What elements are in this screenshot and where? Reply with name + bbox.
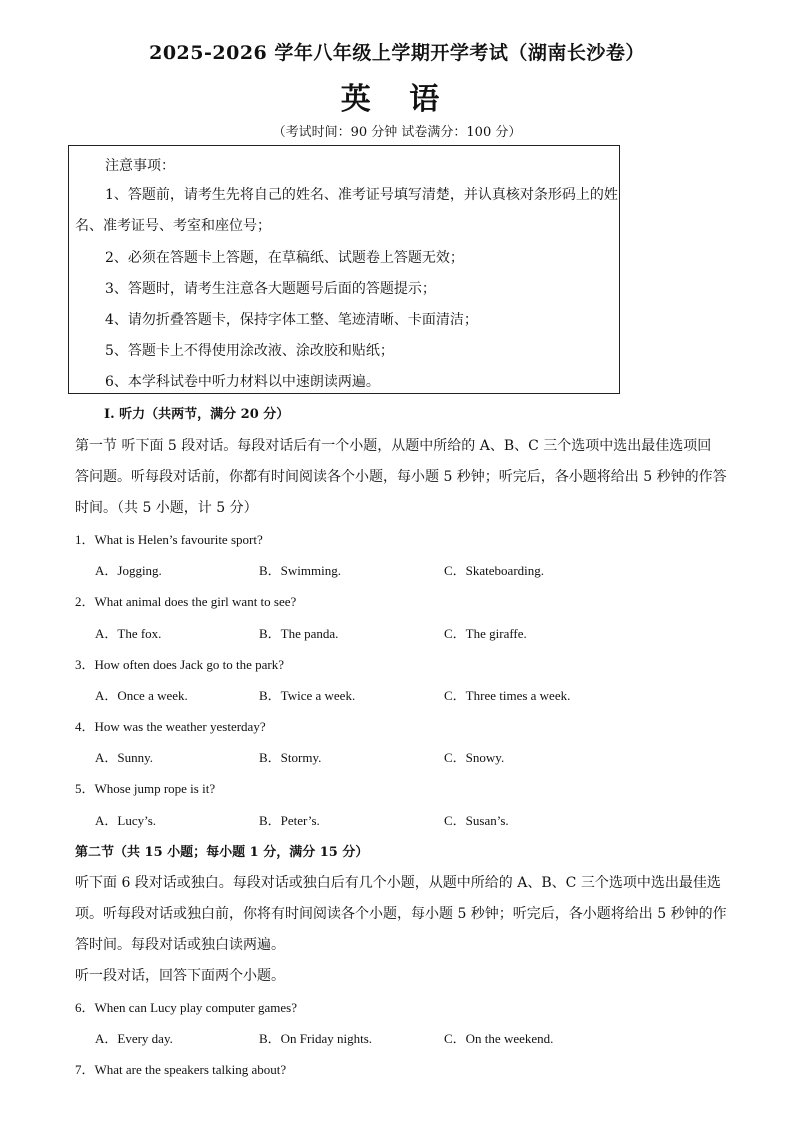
question-2: 2．What animal does the girl want to see? — [75, 594, 297, 609]
option-c: C．Snowy. — [444, 750, 505, 765]
question-3: 3．How often does Jack go to the park? — [75, 657, 285, 672]
part1-heading: I. 听力（共两节，满分 20 分） — [104, 407, 290, 422]
notice-line: 5、答题卡上不得使用涂改液、涂改胶和贴纸； — [105, 343, 394, 359]
option-c: C．The giraffe. — [444, 626, 527, 641]
question-6: 6．When can Lucy play computer games? — [75, 1000, 297, 1015]
notice-line: 2、必须在答题卡上答题，在草稿纸、试题卷上答题无效； — [105, 250, 464, 266]
notice-line: 1、答题前，请考生先将自己的姓名、准考证号填写清楚，并认真核对条形码上的姓 — [105, 187, 618, 203]
question-4: 4．How was the weather yesterday? — [75, 719, 266, 734]
option-a: A．Once a week. — [95, 688, 188, 703]
notice-line: 名、准考证号、考室和座位号； — [75, 218, 271, 234]
question-1: 1．What is Helen’s favourite sport? — [75, 532, 263, 547]
option-b: B．Stormy. — [259, 750, 322, 765]
option-a: A．The fox. — [95, 626, 162, 641]
notice-line: 3、答题时，请考生注意各大题题号后面的答题提示； — [105, 281, 436, 297]
dialog-note: 听一段对话，回答下面两个小题。 — [75, 968, 285, 984]
exam-time-info: （考试时间：90 分钟 试卷满分：100 分） — [272, 125, 522, 140]
exam-title: 2025-2026 学年八年级上学期开学考试（湖南长沙卷） — [149, 42, 645, 64]
section1-intro-line: 时间。（共 5 小题，计 5 分） — [75, 500, 258, 516]
notice-line: 6、本学科试卷中听力材料以中速朗读两遍。 — [105, 374, 380, 390]
subject-title: 英 语 — [340, 82, 454, 117]
option-b: B．Peter’s. — [259, 813, 320, 828]
section2-heading: 第二节（共 15 小题；每小题 1 分，满分 15 分） — [75, 845, 369, 860]
option-b: B．Twice a week. — [259, 688, 356, 703]
option-c: C．Susan’s. — [444, 813, 509, 828]
notice-line: 4、请勿折叠答题卡，保持字体工整、笔迹清晰、卡面清洁； — [105, 312, 478, 328]
option-c: C．On the weekend. — [444, 1031, 554, 1046]
question-5: 5．Whose jump rope is it? — [75, 781, 216, 796]
notice-box — [68, 145, 620, 394]
option-b: B．The panda. — [259, 626, 339, 641]
option-b: B．Swimming. — [259, 563, 341, 578]
option-b: B．On Friday nights. — [259, 1031, 373, 1046]
section2-intro-line: 答时间。每段对话或独白读两遍。 — [75, 937, 285, 953]
section2-intro-line: 项。听每段对话或独白前，你将有时间阅读各个小题，每小题 5 秒钟；听完后，各小题将给出 5 秒钟的作 — [75, 906, 727, 922]
question-7: 7．What are the speakers talking about? — [75, 1062, 287, 1077]
notice-heading: 注意事项： — [105, 158, 175, 174]
section2-intro-line: 听下面 6 段对话或独白。每段对话或独白后有几个小题，从题中所给的 A、B、C 三个选项中选出最佳选 — [75, 875, 721, 891]
option-a: A．Lucy’s. — [95, 813, 157, 828]
option-c: C．Three times a week. — [444, 688, 571, 703]
option-a: A．Every day. — [95, 1031, 173, 1046]
section1-intro-line: 答问题。听每段对话前，你都有时间阅读各个小题，每小题 5 秒钟；听完后，各小题将给出 5 秒钟的作答 — [75, 469, 727, 485]
option-a: A．Jogging. — [95, 563, 162, 578]
section1-intro-line: 第一节 听下面 5 段对话。每段对话后有一个小题，从题中所给的 A、B、C 三个选项中选出最佳选项回 — [75, 438, 712, 454]
option-a: A．Sunny. — [95, 750, 154, 765]
option-c: C．Skateboarding. — [444, 563, 545, 578]
